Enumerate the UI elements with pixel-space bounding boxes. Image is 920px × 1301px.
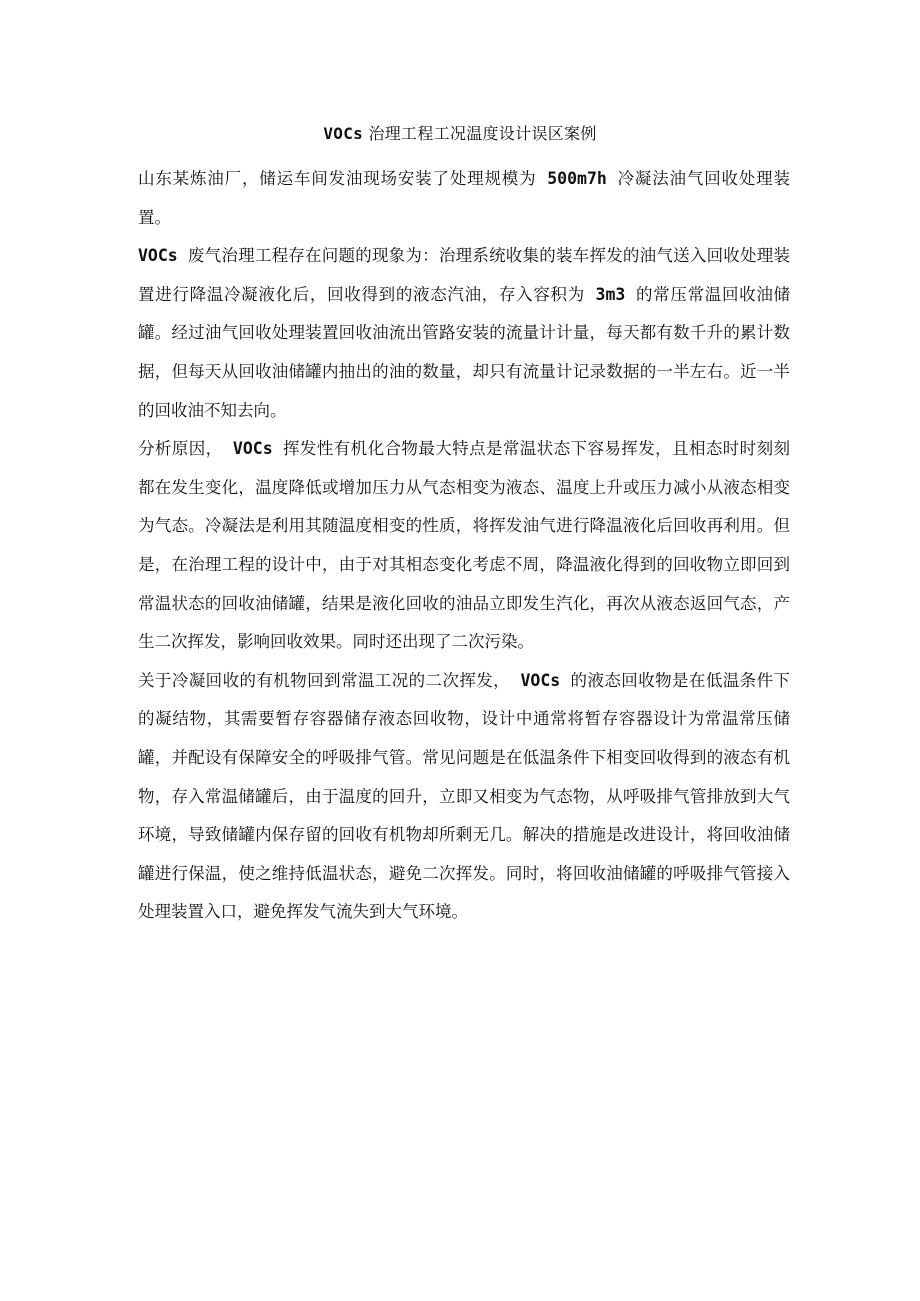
paragraph-text: 的液态回收物是在低温条件下的凝结物，其需要暂存容器储存液态回收物，设计中通常将暂存容器设计为常温常压储罐，并配设有保障安全的呼吸排气管。常见问题是在低温条件下相变回收得到的液态有机物，存入常温储罐后，由于温度的回升，立即又相变为气态物，从呼吸排气管排放到大气环境，导致储罐内保存留的回收有机物却所剩无几。解决的措施是改进设计，将回收油储罐进行保温，使之维持低温状态，避免二次挥发。同时，将回收油储罐的呼吸排气管接入处理装置入口，避免挥发气流失到大气环境。 — [138, 670, 791, 922]
paragraph-text: 废气治理工程存在问题的现象为：治理系统收集的装车挥发的油气送入回收处理装置进行降温冷凝液化后，回收得到的液态汽油，存入容积为 — [138, 246, 791, 304]
paragraph-1 — [138, 160, 790, 237]
latin-term: VOCs — [222, 439, 284, 459]
paragraph-text: 关于冷凝回收的有机物回到常温工况的二次挥发， — [138, 670, 511, 690]
paragraph-text: 冷凝法油气回收处理装置。 — [138, 169, 790, 227]
latin-term: 3m3 — [584, 284, 636, 304]
document-body — [138, 160, 790, 932]
paragraph-text: 的常压常温回收油储罐。经过油气回收处理装置回收油流出管路安装的流量计计量，每天都有数千升的累计数据，但每天从回收油储罐内抽出的油的数量，却只有流量计记录数据的一半左右。近一半的回收油不知去向。 — [138, 284, 791, 420]
paragraph-3 — [138, 430, 790, 662]
paragraph-2 — [138, 237, 790, 430]
paragraph-4 — [138, 662, 790, 932]
document-title — [0, 124, 920, 144]
paragraph-text: 分析原因， — [138, 439, 223, 459]
latin-term: 500m7h — [536, 169, 618, 188]
title-text: 治理工程工况温度设计误区案例 — [368, 124, 597, 143]
paragraph-text: 山东某炼油厂，储运车间发油现场安装了处理规模为 — [138, 169, 537, 188]
latin-term: VOCs — [138, 246, 188, 266]
latin-term: VOCs — [510, 670, 571, 690]
paragraph-text: 挥发性有机化合物最大特点是常温状态下容易挥发，且相态时时刻刻都在发生变化，温度降低或增加压力从气态相变为液态、温度上升或压力减小从液态相变为气态。冷凝法是利用其随温度相变的性质，将挥发油气进行降温液化后回收再利用。但是，在治理工程的设计中，由于对其相态变化考虑不周，降温液化得到的回收物立即回到常温状态的回收油储罐，结果是液化回收的油品立即发生汽化，再次从液态返回气态，产生二次挥发，影响回收效果。同时还出现了二次污染。 — [138, 439, 791, 652]
title-latin: VOCs — [323, 124, 364, 143]
